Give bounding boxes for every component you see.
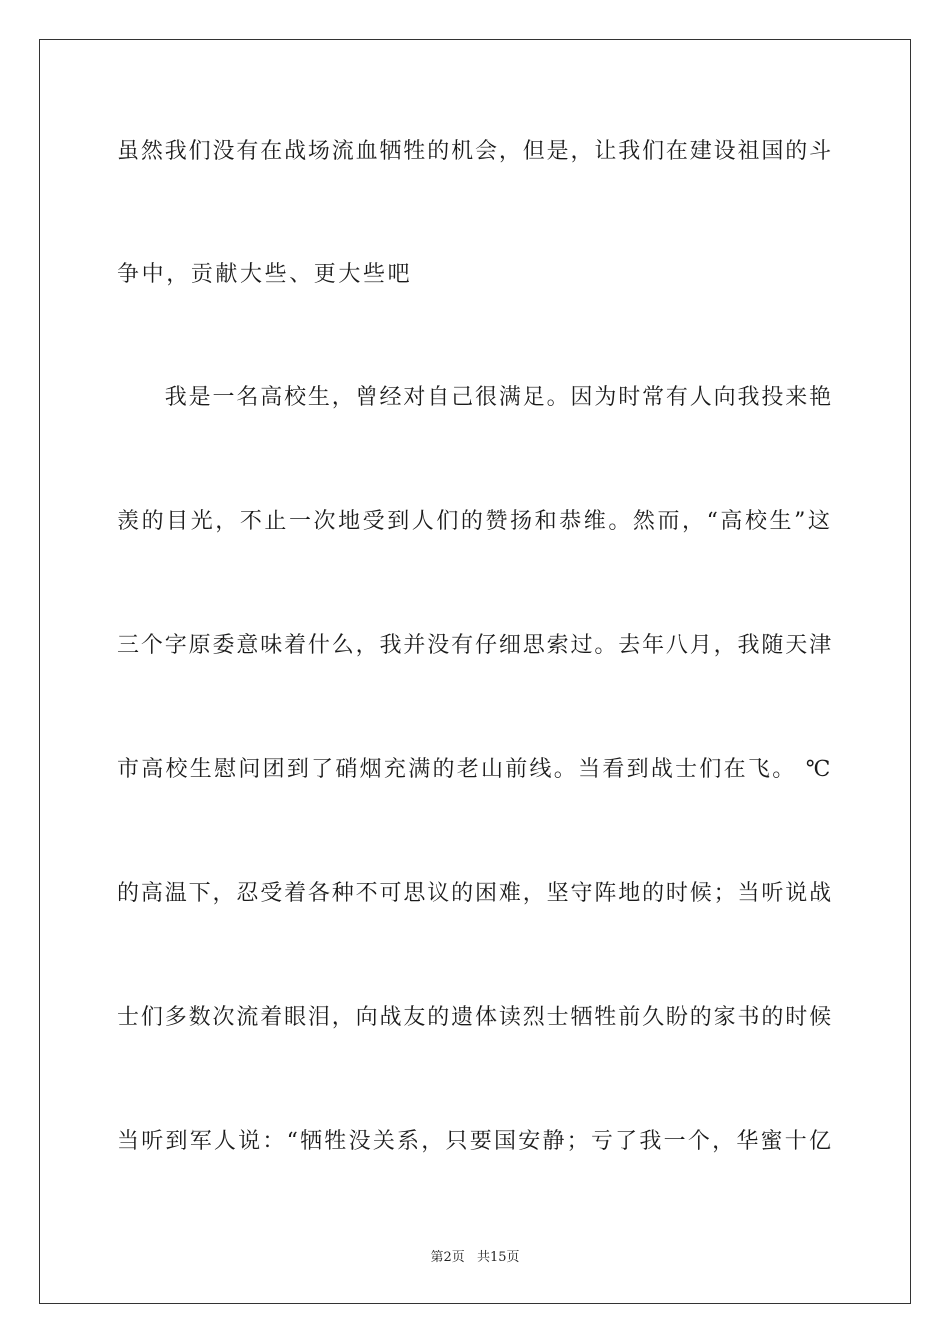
page-total: 共15页 (476, 1250, 520, 1265)
text-line: 我是一名高校生，曾经对自己很满足。因为时常有人向我投来艳 (117, 385, 834, 410)
text-line: 羡的目光，不止一次地受到人们的赞扬和恭维。然而，“高校生”这 (117, 509, 833, 534)
text-line: 市高校生慰问团到了硝烟充满的老山前线。当看到战士们在飞。 ℃ (117, 757, 833, 782)
text-line: 争中，贡献大些、更大些吧 (117, 262, 413, 287)
text-line: 虽然我们没有在战场流血牺牲的机会，但是，让我们在建设祖国的斗 (117, 139, 834, 164)
page-border (39, 39, 911, 1304)
text-line: 士们多数次流着眼泪，向战友的遗体读烈士牺牲前久盼的家书的时候 (117, 1005, 834, 1030)
page-footer (0, 1249, 950, 1267)
text-line: 三个字原委意味着什么，我并没有仔细思索过。去年八月，我随天津 (117, 633, 834, 658)
text-line: 的高温下，忍受着各种不可思议的困难，坚守阵地的时候；当听说战 (117, 881, 834, 906)
page-number: 第2页 (430, 1250, 465, 1265)
text-line: 当听到军人说：“牺牲没关系，只要国安静；亏了我一个，华蜜十亿 (117, 1129, 834, 1154)
